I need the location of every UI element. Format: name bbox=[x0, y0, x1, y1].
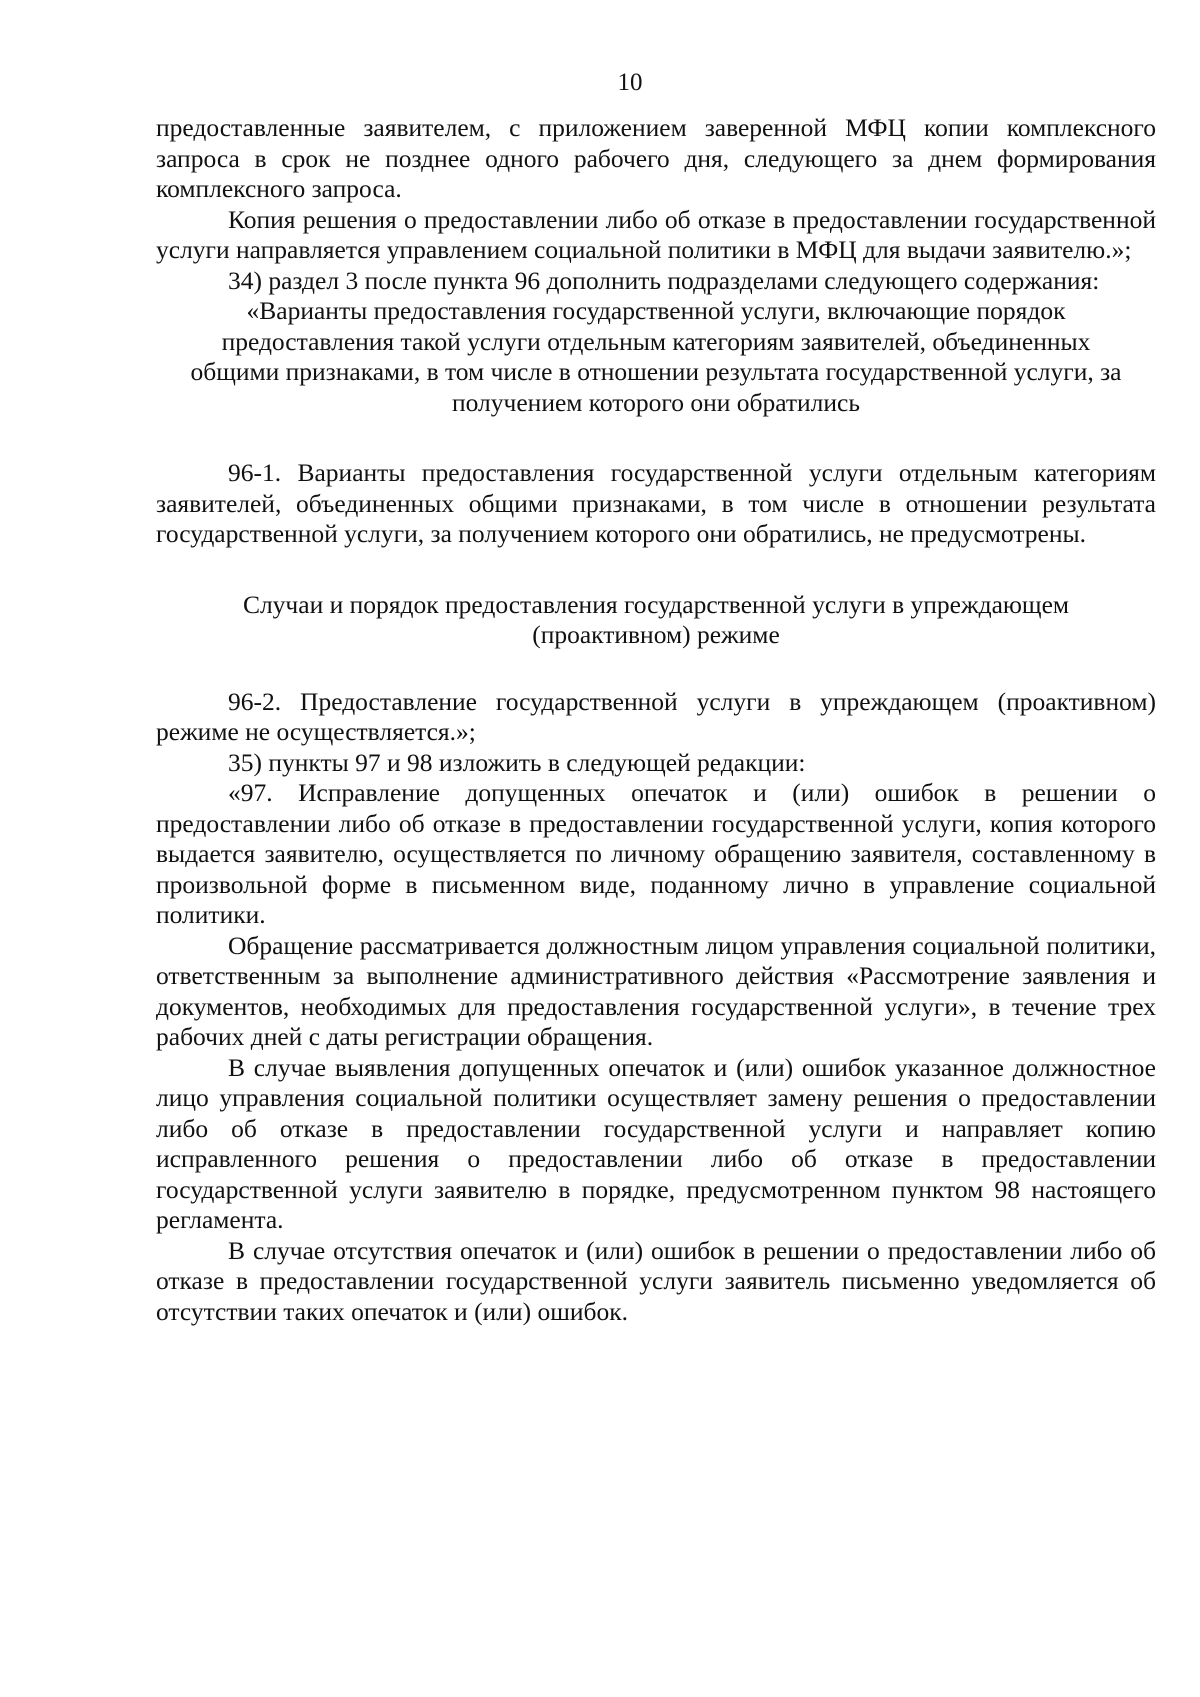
section-heading-proactive: Случаи и порядок предоставления государственной услуги в упреждающем (проактивном) режиме bbox=[242, 589, 1070, 649]
paragraph-96-1: 96-1. Варианты предоставления государственной услуги отдельным категориям заявителей, объединенных общими признаками, в том числе в отношении результата государственной услуги, за получением которого они обратились, не предусмотрены. bbox=[156, 458, 1156, 548]
paragraph-97-review: Обращение рассматривается должностным лицом управления социальной политики, ответственным за выполнение административного действия «Рассмотрение заявления и документов, необходимых для предоставления государственной услуги», в течение трех рабочих дней с даты регистрации обращения. bbox=[156, 930, 1156, 1051]
paragraph-continuation: предоставленные заявителем, с приложением заверенной МФЦ копии комплексного запроса в срок не позднее одного рабочего дня, следующего за днем формирования комплексного запроса. bbox=[156, 113, 1156, 203]
paragraph-item-35: 35) пункты 97 и 98 изложить в следующей редакции: bbox=[228, 747, 806, 777]
paragraph-decision-copy: Копия решения о предоставлении либо об отказе в предоставлении государственной услуги направляется управлением социальной политики в МФЦ для выдачи заявителю.»; bbox=[156, 204, 1156, 264]
paragraph-97-errors-found: В случае выявления допущенных опечаток и (или) ошибок указанное должностное лицо управления социальной политики осуществляет замену решения о предоставлении либо об отказе в предоставлении государственной услуги и направляет копию исправленного решения о предоставлении либо об отказе в предоставлении государственной услуги заявителю в порядке, предусмотренном пунктом 98 настоящего регламента. bbox=[156, 1052, 1156, 1234]
paragraph-97-no-errors: В случае отсутствия опечаток и (или) ошибок в решении о предоставлении либо об отказе в предоставлении государственной услуги заявитель письменно уведомляется об отсутствии таких опечаток и (или) ошибок. bbox=[156, 1235, 1156, 1326]
paragraph-96-2: 96-2. Предоставление государственной услуги в упреждающем (проактивном) режиме не осуществляется.»; bbox=[156, 686, 1156, 746]
document-body bbox=[156, 113, 1156, 1327]
paragraph-item-34: 34) раздел 3 после пункта 96 дополнить подразделами следующего содержания: bbox=[228, 265, 1100, 295]
paragraph-97: «97. Исправление допущенных опечаток и (или) ошибок в решении о предоставлении либо об отказе в предоставлении государственной услуги, копия которого выдается заявителю, осуществляется по личному обращению заявителя, составленному в произвольной форме в письменном виде, поданному лично в управление социальной политики. bbox=[156, 778, 1156, 929]
section-heading-variants: «Варианты предоставления государственной услуги, включающие порядок предоставления такой услуги отдельным категориям заявителей, объединенных общими признаками, в том числе в отношении результата государственной услуги, за получением которого они обратились bbox=[190, 296, 1122, 417]
page-number: 10 bbox=[617, 69, 643, 96]
